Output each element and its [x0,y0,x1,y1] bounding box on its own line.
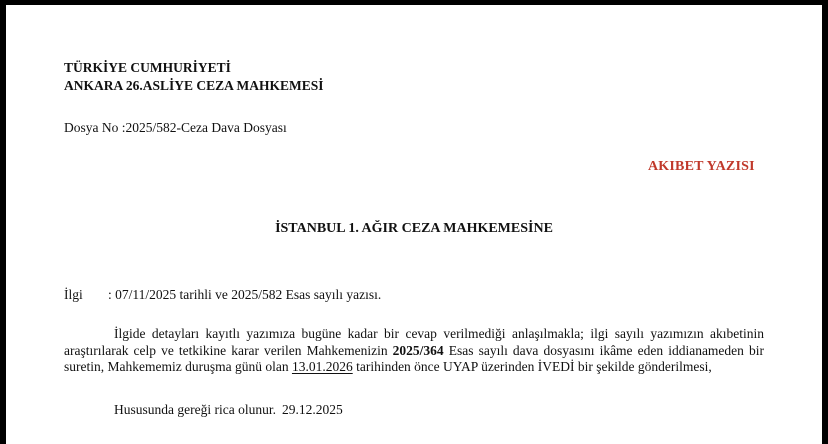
hearing-date: 13.01.2026 [291,359,353,374]
closing-text: Hususunda gereği rica olunur. [114,402,276,417]
body-text-3: tarihinden önce UYAP üzerinden İVEDİ bir şekilde gönderilmesi, [352,359,712,374]
case-number: 2025/364 [392,342,444,358]
body-paragraph [64,326,764,376]
body-text-2: Esas sayılı dava dosyasını ikâme eden iddianameden bir suretin, Mahkememiz duruşma günü olan [64,342,764,374]
body-text-1: İlgide detayları kayıtlı yazımıza bugüne kadar bir cevap verilmediği anlaşılmakla; ilgi sayılı yazımızın akıbetinin araştırılarak celp ve tetkikine karar verilen Mahkemenizin [64,326,764,358]
document-page [6,5,822,444]
closing-line [114,402,343,418]
ilgi-label: İlgi [64,287,83,302]
file-number: Dosya No :2025/582-Ceza Dava Dosyası [64,120,287,135]
addressee: İSTANBUL 1. AĞIR CEZA MAHKEMESİNE [275,221,553,236]
header-court: ANKARA 26.ASLİYE CEZA MAHKEMESİ [64,78,324,93]
document-type-title: AKIBET YAZISI [648,159,755,174]
closing-date: 29.12.2025 [281,402,343,417]
header-country: TÜRKİYE CUMHURİYETİ [64,60,231,75]
ilgi-value: : 07/11/2025 tarihli ve 2025/582 Esas sayılı yazısı. [108,287,382,302]
